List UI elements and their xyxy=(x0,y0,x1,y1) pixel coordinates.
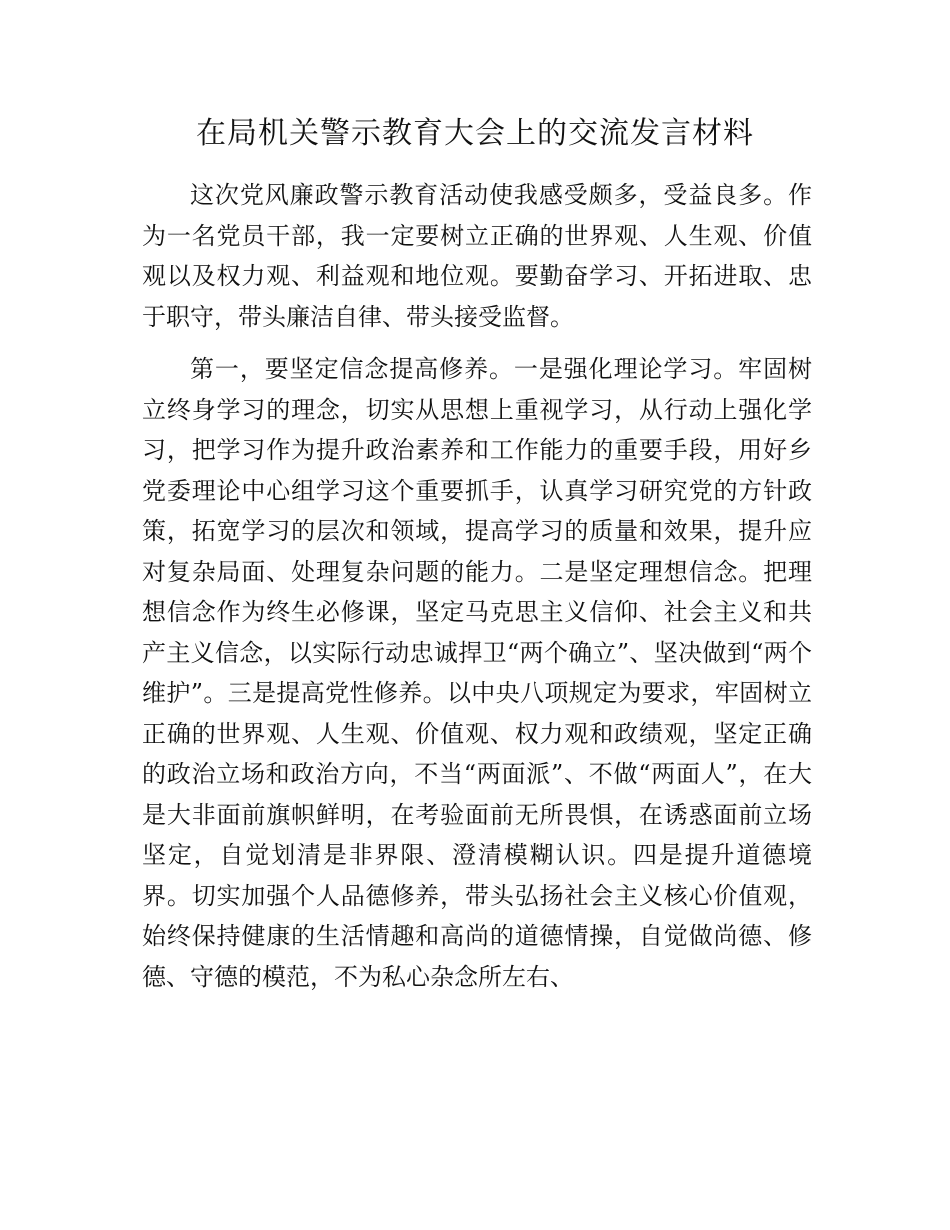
paragraph-first-point: 第一，要坚定信念提高修养。一是强化理论学习。牢固树立终身学习的理念，切实从思想上重视学习，从行动上强化学习，把学习作为提升政治素养和工作能力的重要手段，用好乡党委理论中心组学习这个重要抓手，认真学习研究党的方针政策，拓宽学习的层次和领域，提高学习的质量和效果，提升应对复杂局面、处理复杂问题的能力。二是坚定理想信念。把理想信念作为终生必修课，坚定马克思主义信仰、社会主义和共产主义信念，以实际行动忠诚捍卫“两个确立”、坚决做到“两个维护”。三是提高党性修养。以中央八项规定为要求，牢固树立正确的世界观、人生观、价值观、权力观和政绩观，坚定正确的政治立场和政治方向，不当“两面派”、不做“两面人”，在大是大非面前旗帜鲜明，在考验面前无所畏惧，在诱惑面前立场坚定，自觉划清是非界限、澄清模糊认识。四是提升道德境界。切实加强个人品德修养，带头弘扬社会主义核心价值观，始终保持健康的生活情趣和高尚的道德情操，自觉做尚德、修德、守德的模范，不为私心杂念所左右、 xyxy=(142,355,812,991)
paragraph-intro: 这次党风廉政警示教育活动使我感受颇多，受益良多。作为一名党员干部，我一定要树立正确的世界观、人生观、价值观以及权力观、利益观和地位观。要勤奋学习、开拓进取、忠于职守，带头廉洁自律、带头接受监督。 xyxy=(142,181,812,331)
page-title: 在局机关警示教育大会上的交流发言材料 xyxy=(196,116,754,151)
document-body xyxy=(142,175,812,997)
